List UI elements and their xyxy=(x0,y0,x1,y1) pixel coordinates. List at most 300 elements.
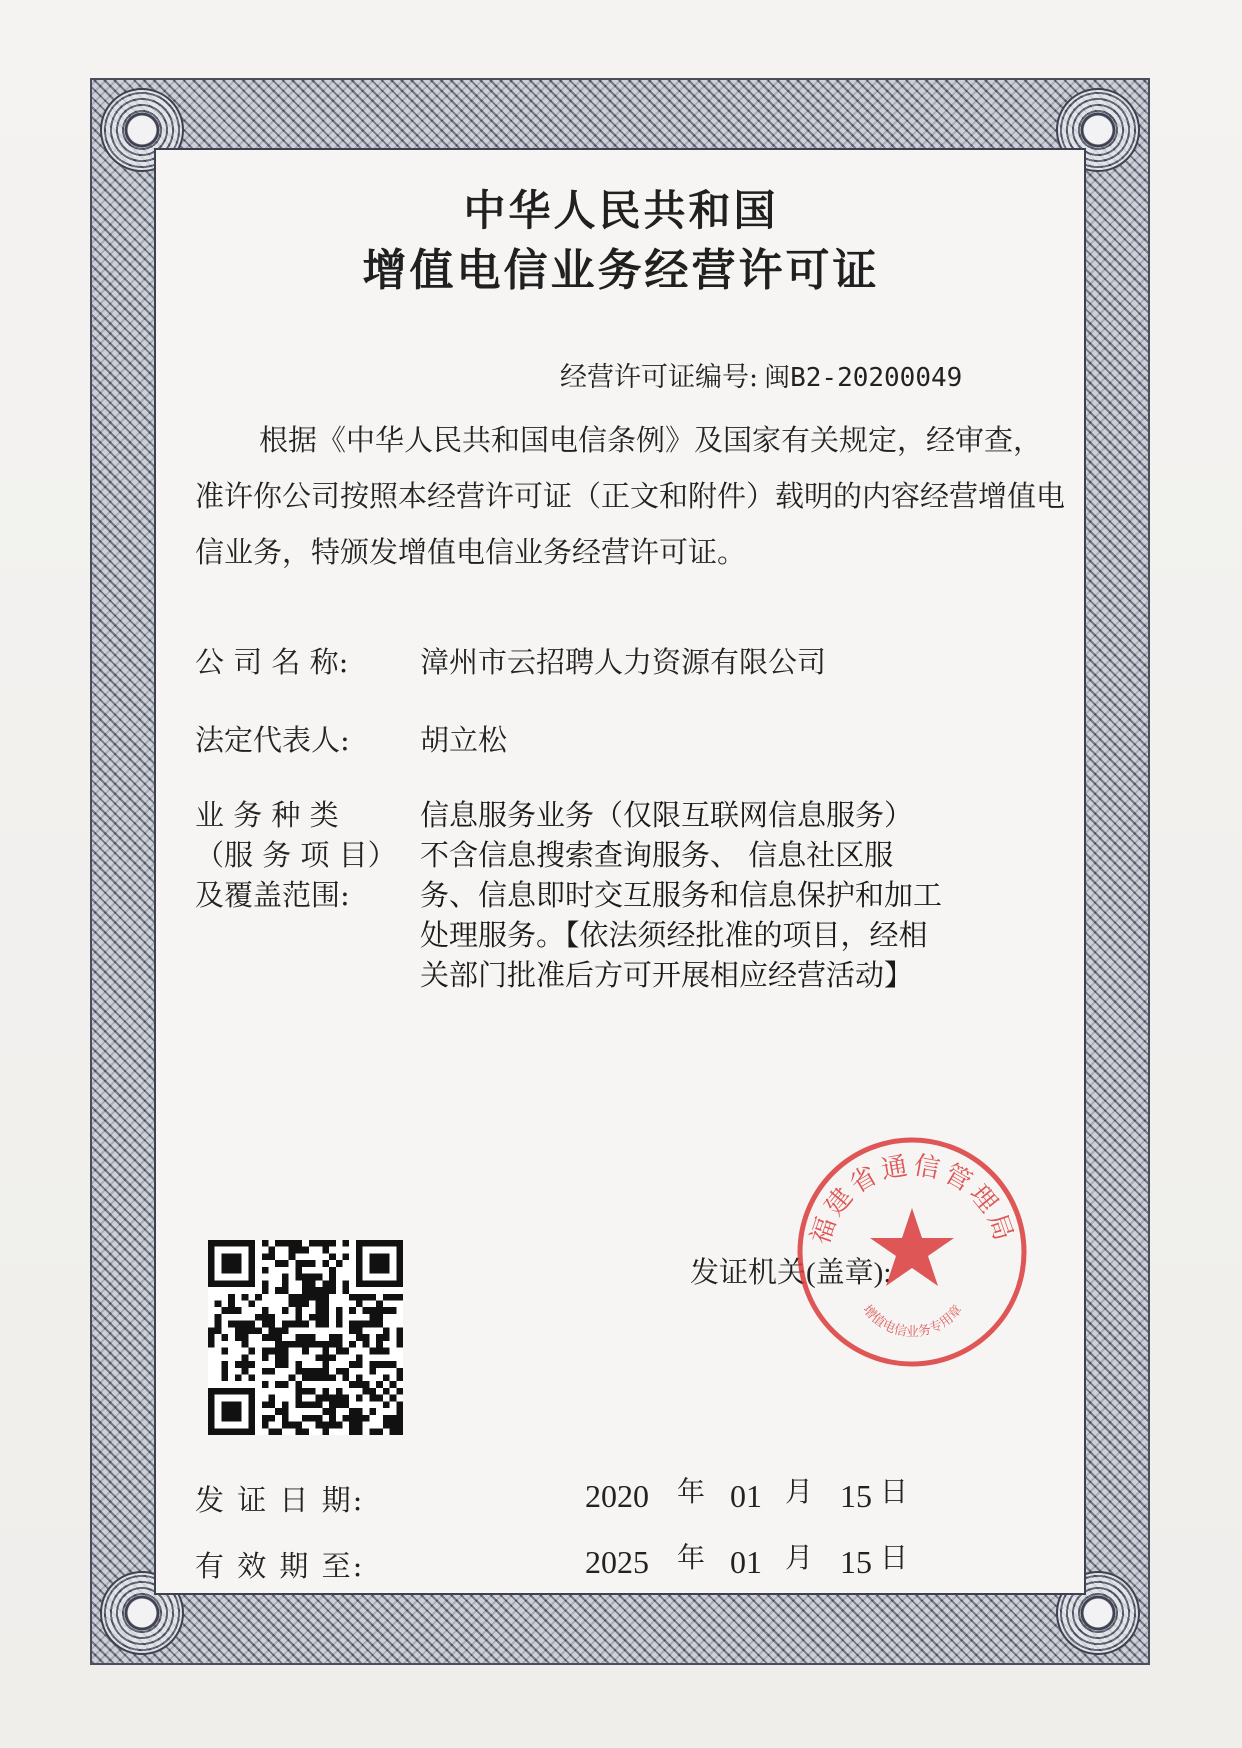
qr-module xyxy=(336,1368,343,1375)
qr-module xyxy=(282,1415,289,1422)
qr-module xyxy=(376,1334,383,1341)
qr-module xyxy=(275,1361,282,1368)
qr-module xyxy=(316,1301,323,1308)
qr-module xyxy=(309,1388,316,1395)
qr-module xyxy=(302,1341,309,1348)
qr-module xyxy=(329,1280,336,1287)
qr-module xyxy=(336,1321,343,1328)
qr-module xyxy=(336,1348,343,1355)
qr-module xyxy=(383,1415,390,1422)
qr-module xyxy=(295,1307,302,1314)
qr-module xyxy=(282,1321,289,1328)
qr-module xyxy=(228,1307,235,1314)
qr-module xyxy=(289,1374,296,1381)
qr-module xyxy=(376,1341,383,1348)
qr-module xyxy=(349,1307,356,1314)
qr-module xyxy=(295,1388,302,1395)
qr-module xyxy=(342,1253,349,1260)
qr-module xyxy=(390,1381,397,1388)
qr-module xyxy=(356,1395,363,1402)
month-unit: 月 xyxy=(785,1475,814,1508)
qr-module xyxy=(262,1422,269,1429)
qr-module xyxy=(329,1267,336,1274)
qr-module xyxy=(349,1428,356,1435)
qr-module xyxy=(295,1301,302,1308)
qr-module xyxy=(295,1401,302,1408)
company-name-label: 公 司 名 称: xyxy=(195,645,349,679)
qr-module xyxy=(302,1260,309,1267)
license-number-row xyxy=(560,355,962,394)
qr-module xyxy=(282,1307,289,1314)
qr-module xyxy=(302,1348,309,1355)
qr-module xyxy=(302,1401,309,1408)
qr-module xyxy=(376,1361,383,1368)
qr-module xyxy=(208,1334,215,1341)
qr-module xyxy=(363,1307,370,1314)
qr-module xyxy=(383,1334,390,1341)
qr-module xyxy=(329,1240,336,1247)
qr-module xyxy=(322,1307,329,1314)
qr-module xyxy=(235,1321,242,1328)
qr-module xyxy=(262,1334,269,1341)
qr-module xyxy=(275,1341,282,1348)
qr-module xyxy=(390,1361,397,1368)
scope-value-line: 务、信息即时交互服务和信息保护和加工 xyxy=(420,878,943,912)
svg-text:增值电信业务专用章 xyxy=(859,1302,965,1340)
qr-module xyxy=(282,1287,289,1294)
qr-module xyxy=(302,1294,309,1301)
qr-module xyxy=(363,1321,370,1328)
qr-module xyxy=(342,1401,349,1408)
qr-module xyxy=(269,1314,276,1321)
qr-module xyxy=(295,1247,302,1254)
qr-module xyxy=(376,1395,383,1402)
qr-module xyxy=(396,1422,403,1429)
qr-module xyxy=(322,1341,329,1348)
qr-module xyxy=(235,1361,242,1368)
scope-label-line: （服 务 项 目） xyxy=(195,838,397,872)
qr-module xyxy=(329,1395,336,1402)
qr-module xyxy=(295,1260,302,1267)
qr-module xyxy=(356,1334,363,1341)
qr-module xyxy=(228,1294,235,1301)
qr-module xyxy=(369,1348,376,1355)
qr-module xyxy=(322,1428,329,1435)
qr-module xyxy=(275,1287,282,1294)
qr-module xyxy=(316,1395,323,1402)
qr-module xyxy=(369,1408,376,1415)
qr-module xyxy=(295,1240,302,1247)
qr-module xyxy=(329,1334,336,1341)
qr-module xyxy=(275,1240,282,1247)
qr-module xyxy=(349,1415,356,1422)
qr-module xyxy=(369,1294,376,1301)
qr-module xyxy=(316,1415,323,1422)
qr-module xyxy=(262,1267,269,1274)
qr-module xyxy=(235,1374,242,1381)
qr-module xyxy=(316,1287,323,1294)
qr-module xyxy=(329,1422,336,1429)
qr-module xyxy=(255,1294,262,1301)
qr-module xyxy=(275,1327,282,1334)
qr-module xyxy=(322,1321,329,1328)
qr-module xyxy=(329,1354,336,1361)
qr-module xyxy=(336,1334,343,1341)
qr-module xyxy=(322,1374,329,1381)
qr-module xyxy=(309,1341,316,1348)
qr-module xyxy=(302,1415,309,1422)
qr-module xyxy=(336,1314,343,1321)
qr-module xyxy=(383,1388,390,1395)
qr-module xyxy=(396,1327,403,1334)
qr-module xyxy=(275,1348,282,1355)
qr-module xyxy=(295,1428,302,1435)
company-name-value: 漳州市云招聘人力资源有限公司 xyxy=(420,645,827,679)
qr-code-icon xyxy=(208,1240,403,1435)
certificate-title: 增值电信业务经营许可证 xyxy=(362,245,880,296)
qr-module xyxy=(349,1361,356,1368)
qr-module xyxy=(289,1301,296,1308)
business-scope-value xyxy=(420,795,1040,995)
qr-module xyxy=(322,1348,329,1355)
qr-module xyxy=(356,1408,363,1415)
seal-text: 福建省通信管理局 xyxy=(805,1150,1020,1249)
qr-module xyxy=(390,1307,397,1314)
qr-module xyxy=(228,1321,235,1328)
qr-module xyxy=(342,1374,349,1381)
issue-year: 2020 xyxy=(585,1478,649,1514)
qr-module xyxy=(396,1428,403,1435)
qr-module xyxy=(221,1374,228,1381)
qr-module xyxy=(383,1348,390,1355)
qr-module xyxy=(302,1287,309,1294)
qr-module xyxy=(322,1287,329,1294)
qr-module xyxy=(289,1240,296,1247)
expiry-month: 01 xyxy=(730,1544,762,1580)
qr-module xyxy=(282,1274,289,1281)
qr-module xyxy=(390,1395,397,1402)
qr-module xyxy=(349,1422,356,1429)
qr-module xyxy=(396,1415,403,1422)
qr-module xyxy=(363,1341,370,1348)
qr-module xyxy=(316,1354,323,1361)
qr-module xyxy=(242,1294,249,1301)
expiry-year: 2025 xyxy=(585,1544,649,1580)
qr-module xyxy=(336,1341,343,1348)
qr-module xyxy=(376,1314,383,1321)
qr-module xyxy=(228,1301,235,1308)
qr-module xyxy=(309,1274,316,1281)
qr-module xyxy=(322,1422,329,1429)
qr-module xyxy=(376,1381,383,1388)
qr-module xyxy=(369,1388,376,1395)
seal-inner-text: 增值电信业务专用章 xyxy=(859,1302,966,1340)
qr-module xyxy=(329,1374,336,1381)
qr-module xyxy=(309,1280,316,1287)
qr-module xyxy=(369,1314,376,1321)
qr-module xyxy=(282,1260,289,1267)
qr-module xyxy=(363,1334,370,1341)
qr-module xyxy=(342,1395,349,1402)
qr-module xyxy=(262,1280,269,1287)
qr-module xyxy=(322,1314,329,1321)
day-unit: 日 xyxy=(880,1541,909,1574)
qr-module xyxy=(248,1374,255,1381)
qr-module xyxy=(349,1321,356,1328)
qr-module xyxy=(376,1348,383,1355)
qr-module xyxy=(336,1388,343,1395)
qr-module xyxy=(316,1307,323,1314)
qr-module xyxy=(390,1422,397,1429)
qr-module xyxy=(289,1294,296,1301)
expiry-date-label: 有 效 期 至: xyxy=(195,1549,365,1583)
qr-module xyxy=(356,1321,363,1328)
qr-module xyxy=(383,1422,390,1429)
qr-module xyxy=(363,1388,370,1395)
qr-module xyxy=(396,1388,403,1395)
qr-module xyxy=(269,1334,276,1341)
scope-value-line: 信息服务业务（仅限互联网信息服务） xyxy=(420,798,914,832)
qr-module xyxy=(289,1253,296,1260)
qr-module xyxy=(322,1354,329,1361)
qr-module xyxy=(302,1321,309,1328)
qr-module xyxy=(342,1280,349,1287)
qr-module xyxy=(316,1422,323,1429)
qr-module xyxy=(302,1301,309,1308)
qr-module xyxy=(295,1368,302,1375)
qr-module xyxy=(289,1247,296,1254)
qr-module xyxy=(349,1341,356,1348)
qr-module xyxy=(316,1274,323,1281)
qr-module xyxy=(383,1401,390,1408)
qr-module xyxy=(309,1334,316,1341)
qr-module xyxy=(282,1240,289,1247)
qr-module xyxy=(242,1321,249,1328)
qr-module xyxy=(329,1415,336,1422)
qr-module xyxy=(282,1361,289,1368)
qr-module xyxy=(309,1287,316,1294)
scope-value-line: 关部门批准后方可开展相应经营活动】 xyxy=(420,958,914,992)
qr-module xyxy=(282,1348,289,1355)
qr-module xyxy=(322,1260,329,1267)
qr-module xyxy=(269,1253,276,1260)
qr-module xyxy=(295,1395,302,1402)
qr-module xyxy=(248,1321,255,1328)
qr-module xyxy=(336,1307,343,1314)
qr-module xyxy=(302,1428,309,1435)
qr-module xyxy=(336,1395,343,1402)
qr-module xyxy=(356,1354,363,1361)
qr-module xyxy=(221,1361,228,1368)
qr-module xyxy=(363,1294,370,1301)
expiry-day: 15 xyxy=(840,1544,872,1580)
qr-module xyxy=(309,1314,316,1321)
qr-module xyxy=(282,1354,289,1361)
qr-module xyxy=(275,1428,282,1435)
qr-module xyxy=(208,1327,215,1334)
qr-module xyxy=(295,1381,302,1388)
qr-module xyxy=(248,1327,255,1334)
qr-module xyxy=(295,1294,302,1301)
qr-module xyxy=(295,1267,302,1274)
qr-module xyxy=(215,1327,222,1334)
qr-module xyxy=(369,1307,376,1314)
certificate-title-country: 中华人民共和国 xyxy=(463,186,779,235)
qr-module xyxy=(282,1341,289,1348)
qr-module xyxy=(336,1401,343,1408)
qr-module xyxy=(269,1321,276,1328)
qr-module xyxy=(342,1287,349,1294)
qr-module xyxy=(275,1260,282,1267)
qr-module xyxy=(262,1240,269,1247)
qr-module xyxy=(369,1395,376,1402)
qr-module xyxy=(390,1415,397,1422)
qr-module xyxy=(262,1253,269,1260)
qr-module xyxy=(342,1368,349,1375)
day-unit: 日 xyxy=(880,1475,909,1508)
qr-module xyxy=(342,1240,349,1247)
qr-module xyxy=(215,1301,222,1308)
qr-module xyxy=(322,1388,329,1395)
qr-module xyxy=(248,1301,255,1308)
qr-module xyxy=(302,1274,309,1281)
qr-module xyxy=(295,1341,302,1348)
issue-day: 15 xyxy=(840,1478,872,1514)
qr-module xyxy=(295,1361,302,1368)
qr-module xyxy=(262,1381,269,1388)
qr-module xyxy=(208,1341,215,1348)
qr-module xyxy=(316,1240,323,1247)
qr-module xyxy=(262,1401,269,1408)
qr-module xyxy=(309,1260,316,1267)
qr-module xyxy=(309,1374,316,1381)
qr-module xyxy=(349,1327,356,1334)
qr-module xyxy=(322,1361,329,1368)
qr-module xyxy=(275,1408,282,1415)
qr-module xyxy=(282,1408,289,1415)
qr-module xyxy=(269,1348,276,1355)
qr-module xyxy=(349,1381,356,1388)
qr-module xyxy=(383,1294,390,1301)
scope-value-line: 处理服务。【依法须经批准的项目，经相 xyxy=(420,918,928,952)
qr-module xyxy=(322,1240,329,1247)
qr-module xyxy=(269,1247,276,1254)
qr-module xyxy=(356,1294,363,1301)
qr-module xyxy=(376,1428,383,1435)
qr-module xyxy=(235,1307,242,1314)
qr-module xyxy=(316,1321,323,1328)
qr-module xyxy=(316,1368,323,1375)
qr-module xyxy=(309,1240,316,1247)
qr-module xyxy=(396,1334,403,1341)
scope-value-line: 不含信息搜索查询服务、 信息社区服 xyxy=(420,838,894,872)
qr-module xyxy=(329,1401,336,1408)
issuing-authority-label: 发证机关(盖章): xyxy=(690,1257,892,1289)
qr-module xyxy=(369,1368,376,1375)
qr-module xyxy=(322,1247,329,1254)
scope-label-line: 业 务 种 类 xyxy=(195,798,339,832)
qr-module xyxy=(322,1408,329,1415)
qr-module xyxy=(336,1422,343,1429)
qr-module xyxy=(396,1341,403,1348)
qr-module xyxy=(383,1327,390,1334)
qr-module xyxy=(295,1274,302,1281)
qr-module xyxy=(275,1354,282,1361)
issue-date-label: 发 证 日 期: xyxy=(195,1483,365,1517)
qr-module xyxy=(383,1361,390,1368)
qr-module xyxy=(242,1327,249,1334)
qr-module xyxy=(309,1294,316,1301)
qr-module xyxy=(376,1301,383,1308)
qr-module xyxy=(269,1415,276,1422)
qr-module xyxy=(302,1368,309,1375)
business-scope-label xyxy=(195,795,397,915)
license-number-value: 闽B2-20200049 xyxy=(764,363,963,393)
qr-module xyxy=(302,1388,309,1395)
qr-module xyxy=(282,1280,289,1287)
qr-module xyxy=(269,1428,276,1435)
qr-module xyxy=(221,1334,228,1341)
qr-module xyxy=(289,1341,296,1348)
qr-module xyxy=(262,1415,269,1422)
qr-module xyxy=(396,1374,403,1381)
qr-module xyxy=(369,1428,376,1435)
qr-module xyxy=(376,1321,383,1328)
qr-module xyxy=(221,1368,228,1375)
qr-module xyxy=(295,1314,302,1321)
qr-module xyxy=(322,1301,329,1308)
qr-module xyxy=(316,1341,323,1348)
qr-module xyxy=(356,1422,363,1429)
legal-rep-value: 胡立松 xyxy=(420,723,508,757)
qr-module xyxy=(356,1301,363,1308)
qr-module xyxy=(242,1334,249,1341)
qr-module xyxy=(322,1280,329,1287)
qr-module xyxy=(322,1294,329,1301)
qr-module xyxy=(356,1327,363,1334)
qr-module xyxy=(396,1408,403,1415)
intro-paragraph: 根据《中华人民共和国电信条例》及国家有关规定，经审查，准许你公司按照本经营许可证（正文和附件）载明的内容经营增值电信业务，特颁发增值电信业务经营许可证。 xyxy=(195,423,1066,569)
qr-module xyxy=(363,1415,370,1422)
qr-module xyxy=(248,1348,255,1355)
qr-module xyxy=(269,1327,276,1334)
qr-module xyxy=(289,1321,296,1328)
qr-module xyxy=(356,1361,363,1368)
qr-module xyxy=(262,1307,269,1314)
qr-module xyxy=(282,1401,289,1408)
qr-module xyxy=(262,1348,269,1355)
qr-module xyxy=(269,1368,276,1375)
qr-module xyxy=(221,1307,228,1314)
qr-module xyxy=(390,1294,397,1301)
qr-module xyxy=(390,1428,397,1435)
qr-module xyxy=(275,1381,282,1388)
qr-module xyxy=(369,1321,376,1328)
qr-module xyxy=(235,1334,242,1341)
qr-module xyxy=(329,1253,336,1260)
qr-module xyxy=(282,1327,289,1334)
qr-module xyxy=(369,1361,376,1368)
qr-module xyxy=(356,1415,363,1422)
qr-module xyxy=(329,1274,336,1281)
qr-module xyxy=(322,1395,329,1402)
qr-module xyxy=(383,1374,390,1381)
issue-month: 01 xyxy=(730,1478,762,1514)
qr-module xyxy=(262,1314,269,1321)
qr-module xyxy=(275,1334,282,1341)
qr-module xyxy=(242,1368,249,1375)
qr-module xyxy=(396,1294,403,1301)
